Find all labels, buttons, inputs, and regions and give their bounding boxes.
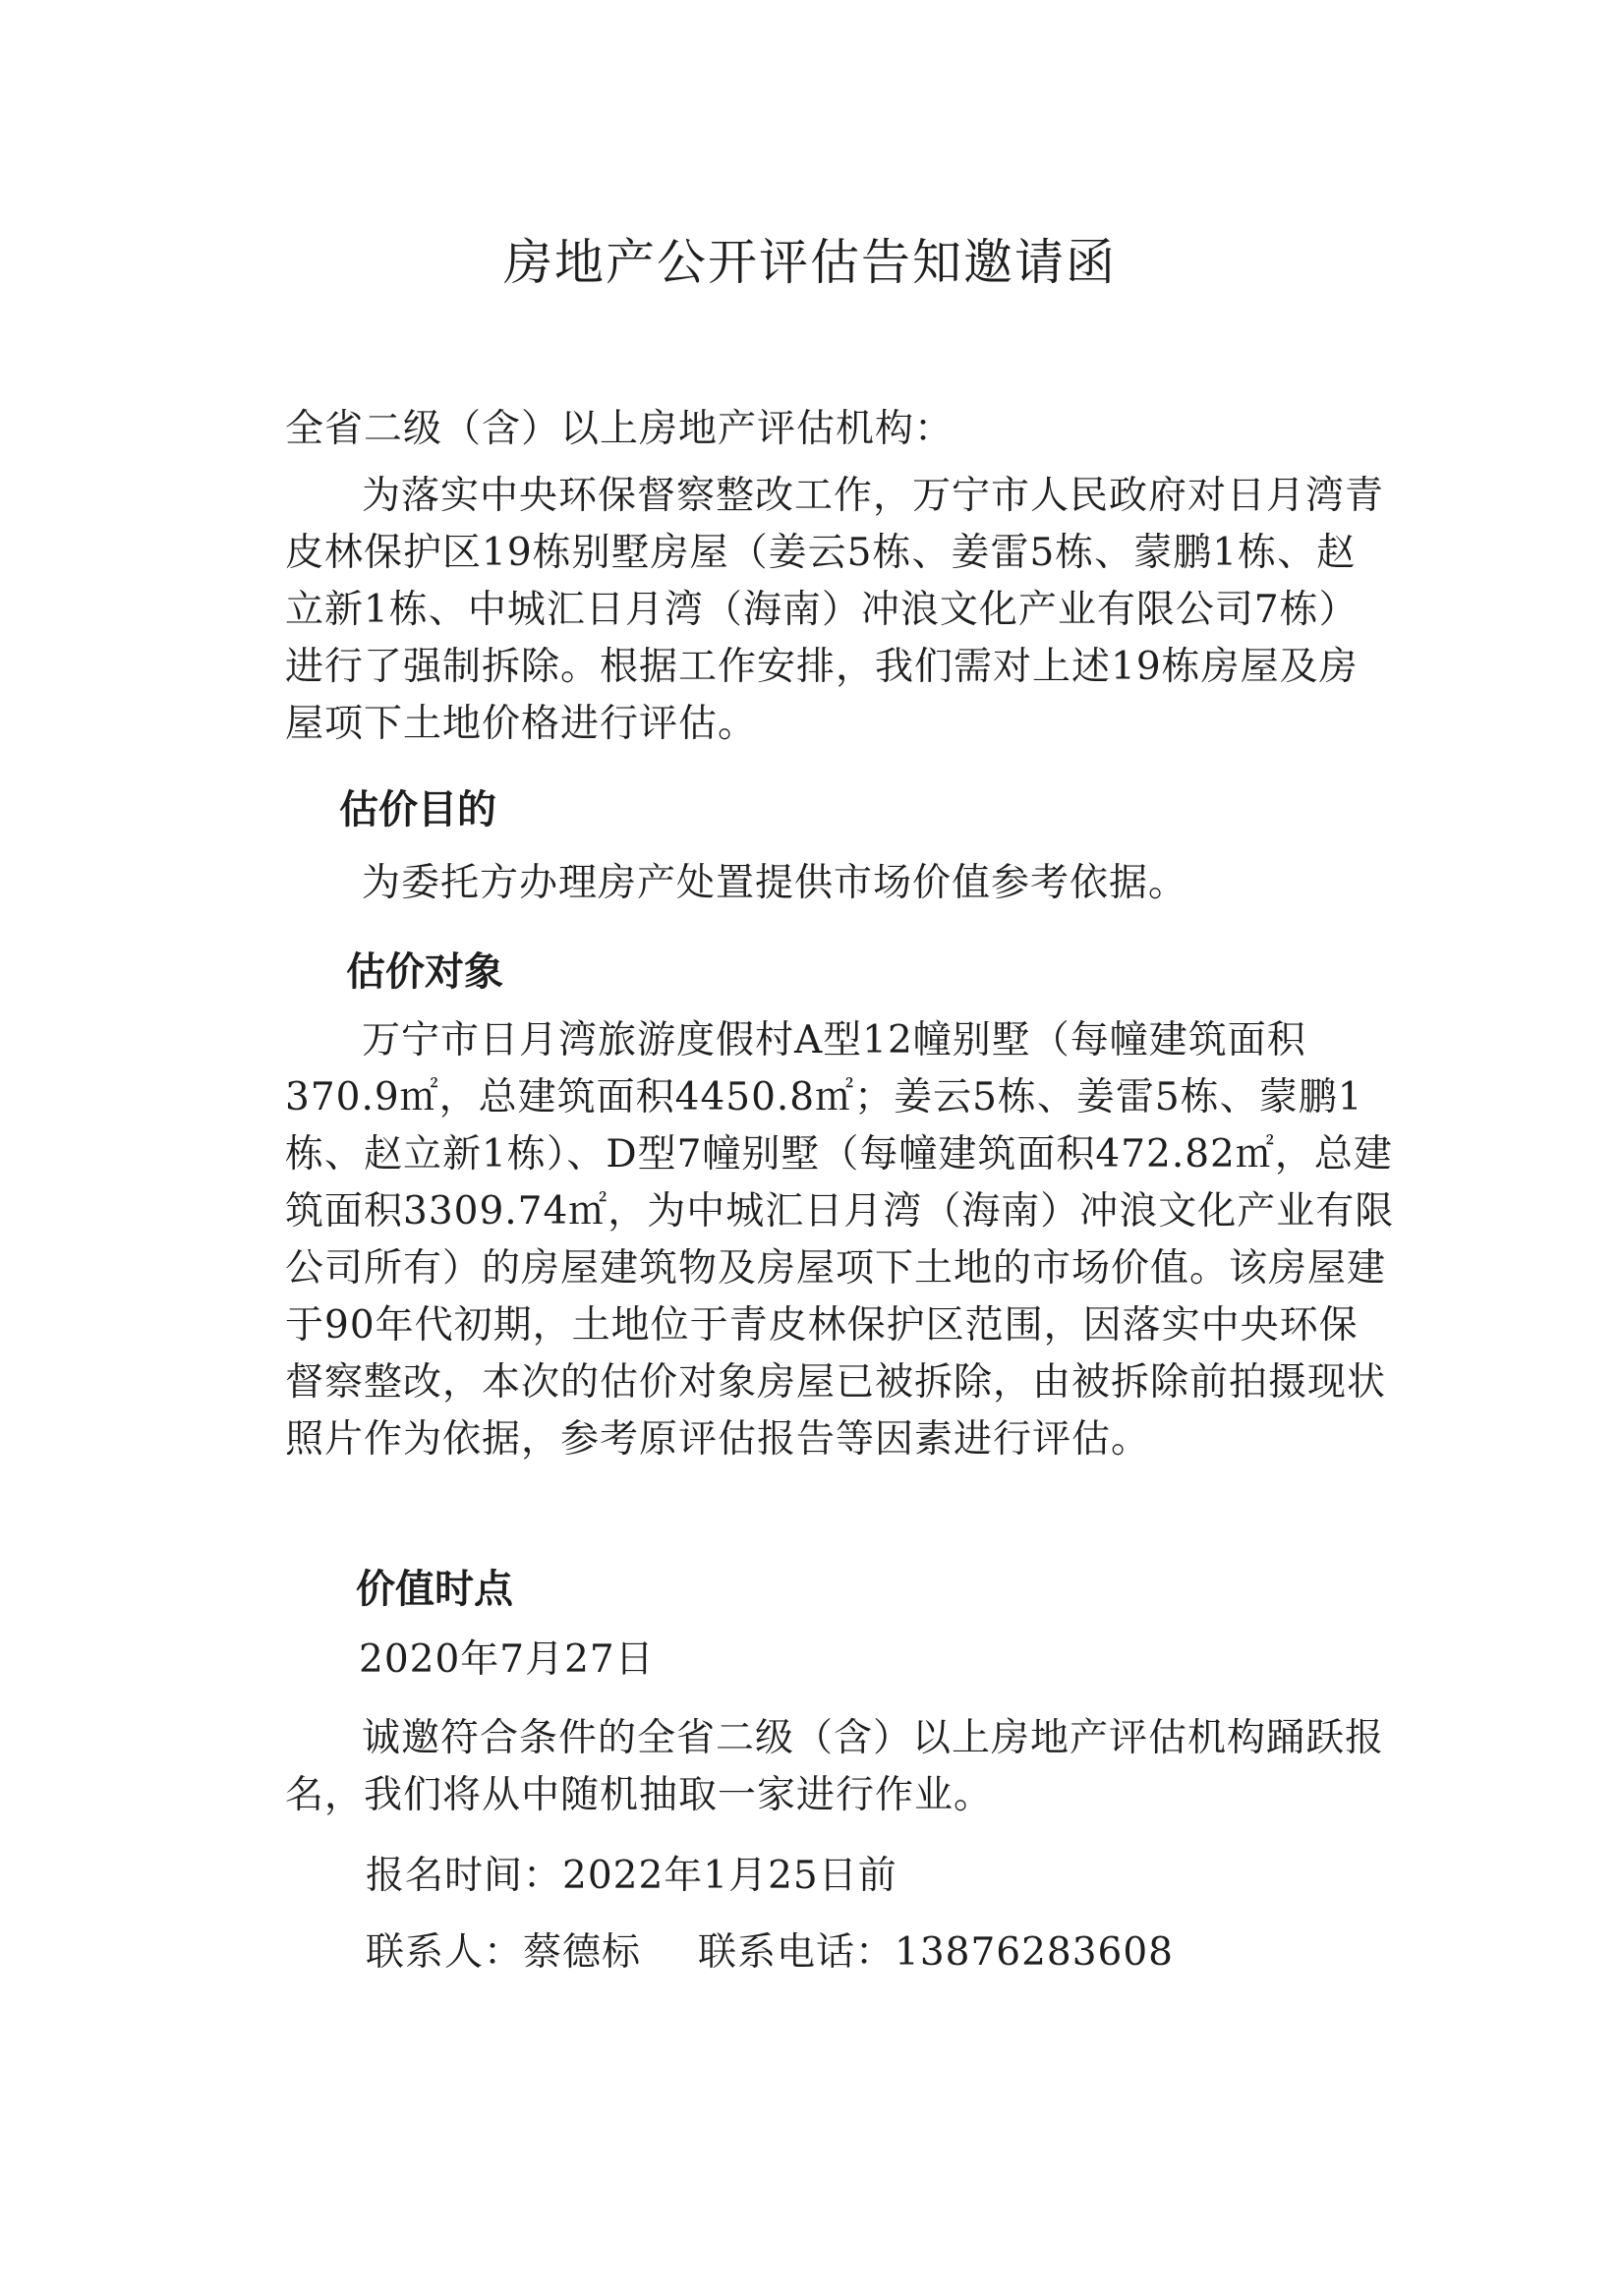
object-paragraph: 万宁市日月湾旅游度假村A型12幢别墅（每幢建筑面积370.9㎡，总建筑面积4450.8㎡；姜云5栋、姜雷5栋、蒙鹏1栋、赵立新1栋）、D型7幢别墅（每幢建筑面积472.82㎡，总建筑面积3309.74㎡，为中城汇日月湾（海南）冲浪文化产业有限公司所有）的房屋建筑物及房屋项下土地的市场价值。该房屋建于90年代初期，土地位于青皮林保护区范围，因落实中央环保督察整改，本次的估价对象房屋已被拆除，由被拆除前拍摄现状照片作为依据，参考原评估报告等因素进行评估。 xyxy=(285,1018,1395,1462)
contact-person: 联系人：蔡德标 xyxy=(366,1930,642,1975)
invitation-paragraph: 诚邀符合条件的全省二级（含）以上房地产评估机构踊跃报名，我们将从中随机抽取一家进行作业。 xyxy=(285,1716,1385,1817)
purpose-heading: 估价目的 xyxy=(339,787,496,832)
registration-deadline: 报名时间：2022年1月25日前 xyxy=(366,1854,897,1898)
salutation: 全省二级（含）以上房地产评估机构： xyxy=(285,407,955,451)
purpose-text: 为委托方办理房产处置提供市场价值参考依据。 xyxy=(362,861,1188,905)
contact-phone: 联系电话：13876283608 xyxy=(698,1930,1174,1975)
object-heading: 估价对象 xyxy=(346,949,503,995)
value-date-heading: 价值时点 xyxy=(356,1567,513,1612)
value-date: 2020年7月27日 xyxy=(359,1637,655,1682)
document-title: 房地产公开评估告知邀请函 xyxy=(503,234,1117,291)
intro-paragraph: 为落实中央环保督察整改工作，万宁市人民政府对日月湾青皮林保护区19栋别墅房屋（姜云5栋、姜雷5栋、蒙鹏1栋、赵立新1栋、中城汇日月湾（海南）冲浪文化产业有限公司7栋）进行了强制拆除。根据工作安排，我们需对上述19栋房屋及房屋项下土地价格进行评估。 xyxy=(285,474,1385,746)
